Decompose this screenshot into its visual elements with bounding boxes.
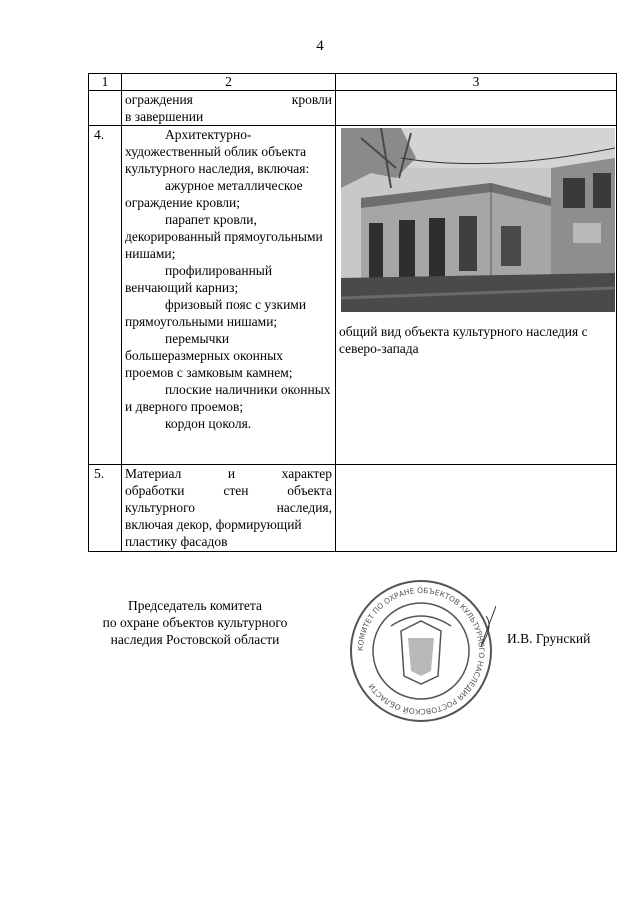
header-cell: 2 [122,74,336,91]
feature-item: парапет кровли, декорированный прямоугольными нишами; [125,212,323,261]
feature-item: фризовый пояс с узкими прямоугольными нишами; [125,297,307,329]
feature-item: перемычки большеразмерных оконных проемов с замковым камнем; [125,331,293,380]
feature-item: ажурное металлическое ограждение кровли; [125,178,303,210]
photo-caption: общий вид объекта культурного наследия с северо-запада [339,324,588,356]
continued-text-cell: ограждения кровли в завершении [122,91,336,126]
page-number: 4 [316,38,324,54]
table-header-row [89,74,617,91]
heritage-table [88,73,617,552]
table-row [89,91,617,126]
header-cell: 1 [89,74,122,91]
feature-item: кордон цоколя. [165,416,252,431]
photo-cell [336,126,617,465]
feature-item: профилированный венчающий карниз; [125,263,273,295]
official-seal [346,576,496,726]
features-title: Архитектурно-художественный облик объекта культурного наследия, включая: [125,127,310,176]
row-number: 4. [89,126,122,465]
table-row [89,126,617,465]
features-cell [122,126,336,465]
building-photo [341,128,615,312]
material-cell: Материал и характер обработки стен объекта культурного наследия, включая декор, формирующий пластику фасадов [122,465,336,552]
features-list [125,177,332,432]
table-row [89,465,617,552]
row-number: 5. [89,465,122,552]
feature-item: плоские наличники оконных и дверного проемов; [125,382,331,414]
signer-position: Председатель комитета по охране объектов культурного наследия Ростовской области [102,598,288,647]
svg-text:КОМИТЕТ ПО ОХРАНЕ ОБЪЕКТОВ КУЛ: КОМИТЕТ ПО ОХРАНЕ ОБЪЕКТОВ КУЛЬТУРНОГО НАСЛЕДИЯ РОСТОВСКОЙ ОБЛАСТИ [355,585,487,717]
header-cell: 3 [336,74,617,91]
signer-name: И.В. Грунский [507,631,591,646]
